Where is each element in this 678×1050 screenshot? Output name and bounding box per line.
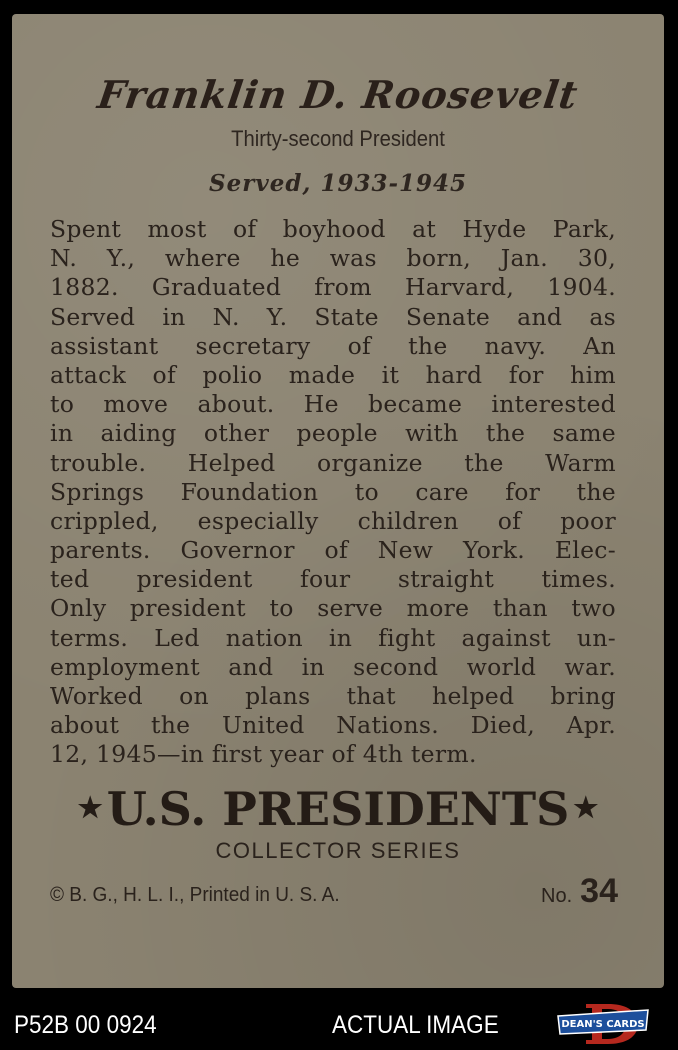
bio-line: attack of polio made it hard for him xyxy=(50,360,616,389)
biography xyxy=(50,215,616,770)
card-number-label: No. xyxy=(541,885,573,907)
bio-line: crippled, especially children of poor xyxy=(50,506,616,535)
star-icon: ★ xyxy=(77,791,103,824)
bio-line: Only president to serve more than two xyxy=(50,594,616,623)
star-icon: ★ xyxy=(573,791,599,824)
cert-id: P52B 00 0924 xyxy=(14,1011,157,1039)
bio-line: in aiding other people with the same xyxy=(50,419,616,448)
bio-line: ted president four straight times. xyxy=(50,565,616,594)
bio-line: trouble. Helped organize the Warm xyxy=(50,448,616,477)
card-back xyxy=(12,14,664,988)
term-served: Served, 1933-1945 xyxy=(208,170,468,197)
bio-line: terms. Led nation in fight against un- xyxy=(50,623,616,652)
bio-line: 12, 1945—in first year of 4th term. xyxy=(50,740,477,769)
logo-text: DEAN'S CARDS xyxy=(561,1019,645,1030)
bio-line: N. Y., where he was born, Jan. 30, xyxy=(50,244,616,273)
bio-line: 1882. Graduated from Harvard, 1904. xyxy=(50,273,616,302)
bio-line: parents. Governor of New York. Elec- xyxy=(50,536,616,565)
bio-line: about the United Nations. Died, Apr. xyxy=(50,711,616,740)
series-subtitle: COLLECTOR SERIES xyxy=(215,838,461,863)
series-title-text: U.S. PRESIDENTS xyxy=(106,782,570,836)
president-ordinal: Thirty-second President xyxy=(231,126,445,151)
actual-image-label: ACTUAL IMAGE xyxy=(332,1011,499,1039)
bio-line: Served in N. Y. State Senate and as xyxy=(50,302,616,331)
bio-line: Worked on plans that helped bring xyxy=(50,682,616,710)
bio-line: assistant secretary of the navy. An xyxy=(50,331,616,360)
bio-line: to move about. He became interested xyxy=(50,390,616,419)
card-number-value: 34 xyxy=(580,872,618,910)
copyright: © B. G., H. L. I., Printed in U. S. A. xyxy=(50,884,340,906)
footer-bar xyxy=(0,990,678,1050)
series-title xyxy=(12,782,664,836)
bio-line: Springs Foundation to care for the xyxy=(50,477,616,506)
card-number xyxy=(541,872,618,911)
bio-line: Spent most of boyhood at Hyde Park, xyxy=(50,215,616,243)
bio-line: employment and in second world war. xyxy=(50,652,616,681)
deans-cards-logo xyxy=(556,1002,650,1046)
president-name: Franklin D. Roosevelt xyxy=(94,72,582,117)
